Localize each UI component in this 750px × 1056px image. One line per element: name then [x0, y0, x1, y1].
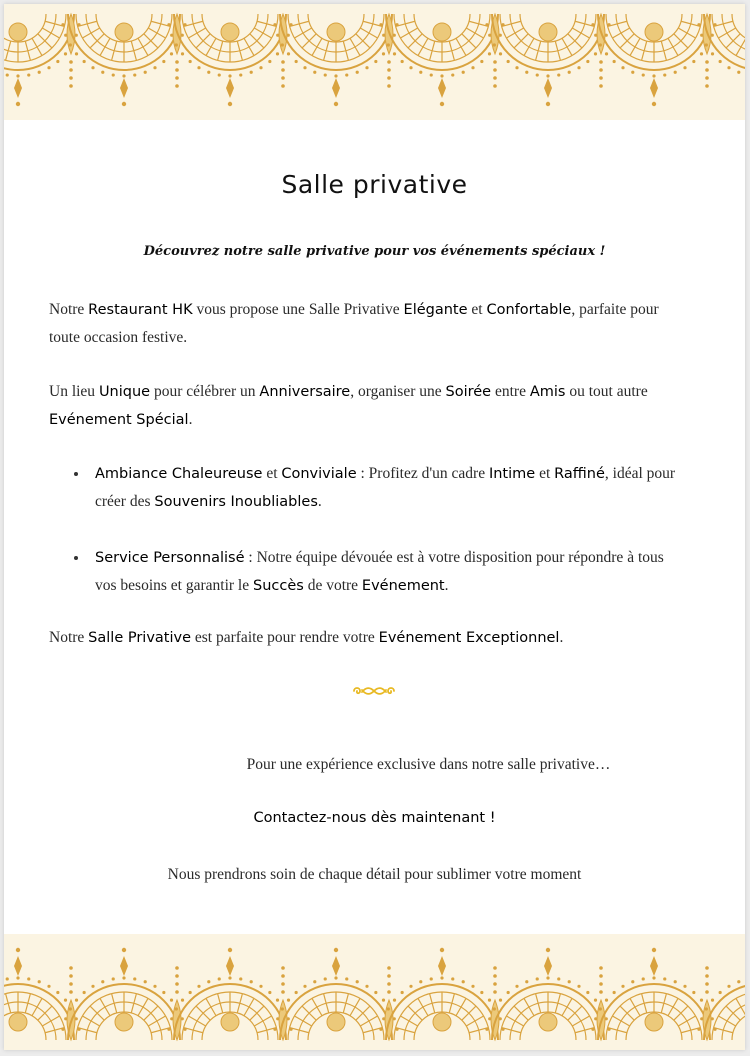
emphasis-text: Soirée	[445, 384, 492, 400]
emphasis-text: Succès	[252, 578, 304, 594]
emphasis-text: Raffiné	[554, 466, 605, 482]
summary-paragraph	[49, 624, 689, 652]
body-text: : Notre équipe dévouée est à votre disposition pour répondre à tous vos besoins et garantir le	[95, 549, 664, 594]
emphasis-text: Intime	[488, 466, 536, 482]
page-subtitle: Découvrez notre salle privative pour vos événements spéciaux !	[143, 244, 606, 259]
list-item-service	[49, 544, 689, 600]
intro-paragraph	[49, 296, 689, 352]
body-text: , idéal pour créer des	[95, 465, 676, 510]
emphasis-text: Unique	[98, 384, 151, 400]
body-text: : Profitez d'un cadre	[356, 465, 489, 482]
document-content	[4, 120, 745, 934]
closing-line-3: Nous prendrons soin de chaque détail pour sublimer votre moment	[167, 866, 582, 883]
emphasis-text: Conviviale	[281, 466, 357, 482]
body-text: .	[188, 411, 193, 428]
contact-callout: Contactez-nous dès maintenant !	[253, 810, 496, 826]
body-text: , organiser une	[350, 383, 446, 400]
features-list	[49, 460, 689, 628]
list-item-ambiance	[49, 460, 689, 516]
body-text: et	[467, 301, 487, 318]
body-text: ou tout autre	[565, 383, 648, 400]
body-text: entre	[491, 383, 530, 400]
body-text: et	[535, 465, 555, 482]
body-text: est parfaite pour rendre votre	[191, 629, 379, 646]
emphasis-text: Ambiance Chaleureuse	[95, 466, 263, 482]
emphasis-text: Salle Privative	[88, 630, 192, 646]
closing-line-1-text: Pour une expérience exclusive dans notre salle privative…	[246, 756, 611, 773]
emphasis-text: Evénement	[361, 578, 445, 594]
mandala-border-icon	[4, 4, 745, 120]
emphasis-text: Souvenirs Inoubliables	[154, 494, 318, 510]
emphasis-text: Restaurant HK	[88, 302, 193, 318]
top-ornament-border	[4, 4, 745, 120]
body-text: de votre	[303, 577, 362, 594]
emphasis-text: Confortable	[486, 302, 572, 318]
body-text: pour célébrer un	[150, 383, 260, 400]
emphasis-text: Elégante	[403, 302, 468, 318]
body-text: vous propose une Salle Privative	[192, 301, 404, 318]
emphasis-text: Service Personnalisé	[95, 550, 245, 566]
body-text: et	[262, 465, 282, 482]
page-title: Salle privative	[281, 170, 468, 199]
mandala-border-icon	[4, 934, 745, 1050]
body-text: .	[317, 493, 322, 510]
body-text: .	[444, 577, 449, 594]
occasion-paragraph	[49, 378, 689, 434]
flourish-divider-icon	[352, 684, 396, 698]
body-text: .	[559, 629, 564, 646]
body-text: , parfaite pour toute occasion festive.	[49, 301, 659, 346]
body-text: Notre	[49, 301, 89, 318]
closing-line-1	[4, 756, 745, 774]
emphasis-text: Evénement Exceptionnel	[378, 630, 560, 646]
body-text: Un lieu	[49, 383, 99, 400]
bottom-ornament-border	[4, 934, 745, 1050]
document-page	[4, 4, 745, 1050]
body-text: Notre	[49, 629, 89, 646]
emphasis-text: Anniversaire	[259, 384, 351, 400]
emphasis-text: Amis	[529, 384, 566, 400]
emphasis-text: Evénement Spécial	[49, 412, 189, 428]
